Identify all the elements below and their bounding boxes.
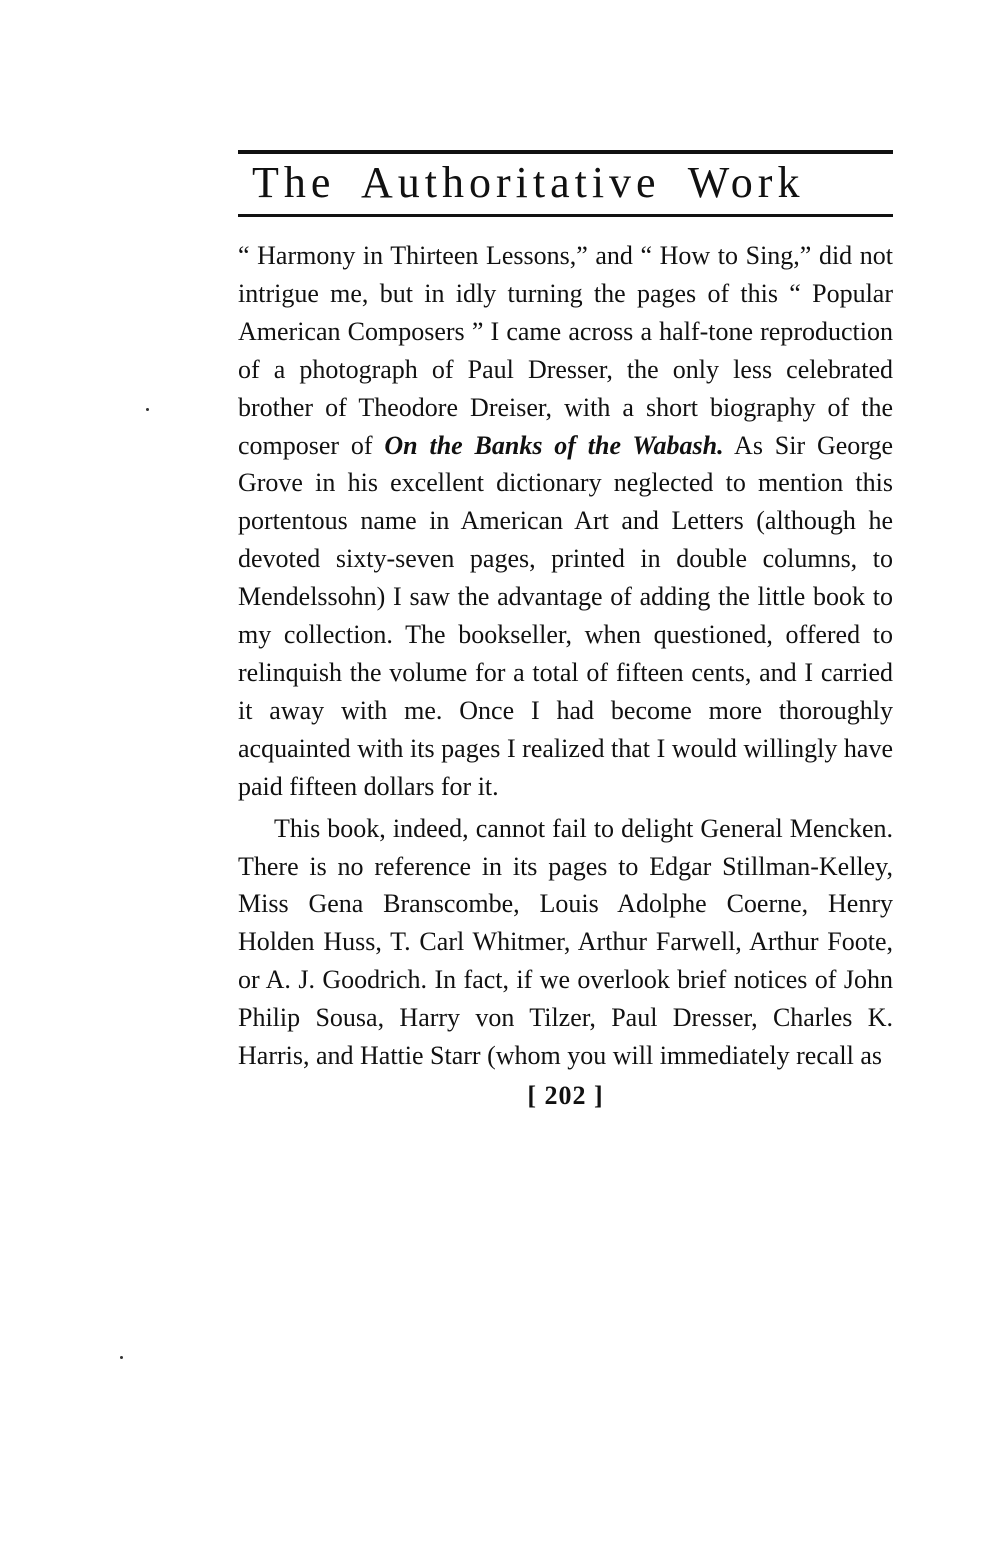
book-page	[238, 150, 893, 1111]
paragraph-2: This book, indeed, cannot fail to delight General Mencken. There is no reference in its pages to Edgar Stillman-Kelley, Miss Gena Branscombe, Louis Adolphe Coerne, Henry Holden Huss, T. Carl Whitmer, Arthur Farwell, Arthur Foote, or A. J. Goodrich. In fact, if we overlook brief notices of John Philip Sousa, Harry von Tilzer, Paul Dresser, Charles K. Harris, and Hattie Starr (whom you will immediately recall as	[238, 813, 893, 1071]
running-head: The Authoritative Work	[252, 158, 805, 207]
page-number: [ 202 ]	[527, 1080, 604, 1110]
song-title: On the Banks of the Wabash.	[384, 430, 724, 460]
header-rule-bottom	[238, 214, 893, 217]
paragraph-1-part-1: “ Harmony in Thirteen Lessons,” and “ How to Sing,” did not intrigue me, but in idly turning the pages of this “ Popular American Composers ” I came across a half-tone reproduction of a photograph of Paul Dresser, the only less celebrated brother of Theodore Dreiser, with a short biography of the composer of	[238, 241, 893, 460]
body-text	[238, 237, 893, 1075]
scan-speck	[120, 1356, 123, 1359]
scan-speck	[146, 408, 149, 411]
paragraph-1	[238, 237, 893, 806]
paragraph-1-part-2: As Sir George Grove in his excellent dictionary neglected to mention this portentous name in American Art and Letters (although he devoted sixty-seven pages, printed in double columns, to Mendelssohn) I saw the advantage of adding the little book to my collection. The bookseller, when questioned, offered to relinquish the volume for a total of fifteen cents, and I carried it away with me. Once I had become more thoroughly acquainted with its pages I realized that I would willingly have paid fifteen dollars for it.	[238, 430, 893, 801]
